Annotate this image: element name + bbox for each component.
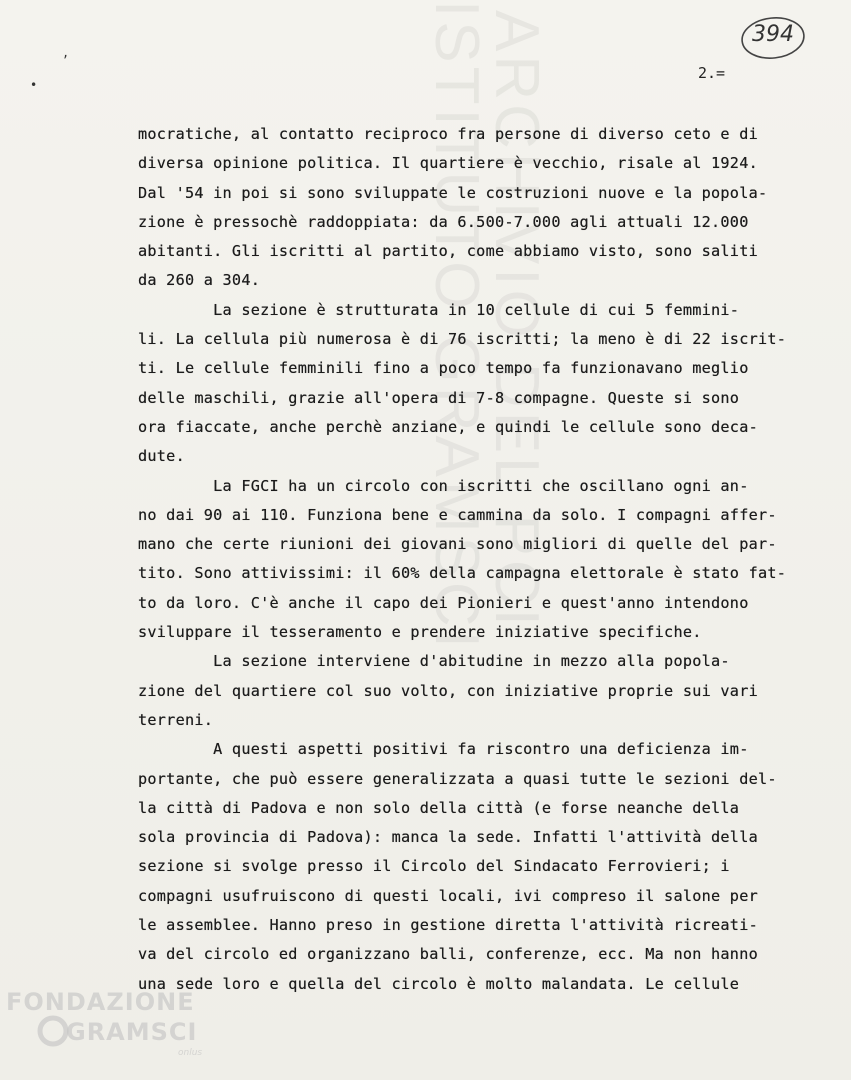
page-number: 2.= [698, 64, 726, 82]
bleed-through-stamp: ISTITUTO GRAMSCI ARCHIVIO DEL PCI [422, 0, 551, 652]
text-line: sezione si svolge presso il Circolo del Sindacato Ferrovieri; i [138, 857, 730, 876]
text-line: sviluppare il tesseramento e prendere iniziative specifiche. [138, 623, 702, 642]
text-line: La sezione interviene d'abitudine in mezzo alla popola- [138, 652, 730, 671]
ink-speck: • [30, 78, 38, 92]
text-line: li. La cellula più numerosa è di 76 iscritti; la meno è di 22 iscrit- [138, 330, 787, 349]
text-line: compagni usufruiscono di questi locali, ivi compreso il salone per [138, 886, 758, 905]
text-line: tito. Sono attivissimi: il 60% della campagna elettorale è stato fat- [138, 564, 787, 583]
text-line: mocratiche, al contatto reciproco fra persone di diverso ceto e di [138, 125, 758, 143]
gramsci-g-logo-icon [36, 1014, 70, 1048]
text-line: una sede loro e quella del circolo è molto malandata. Le cellule [138, 974, 740, 993]
watermark-line-3: onlus [178, 1048, 203, 1058]
archive-number: 394 [752, 22, 794, 47]
text-line: portante, che può essere generalizzata a quasi tutte le sezioni del- [138, 769, 777, 788]
text-line: La sezione è strutturata in 10 cellule di cui 5 femmini- [138, 300, 740, 319]
text-line: to da loro. C'è anche il capo dei Pionieri e quest'anno intendono [138, 593, 749, 612]
watermark-line-2: GRAMSCI [66, 1018, 198, 1046]
typed-body-text [138, 120, 838, 999]
text-line: Dal '54 in poi si sono sviluppate le costruzioni nuove e la popola- [138, 183, 768, 202]
text-line: diversa opinione politica. Il quartiere è vecchio, risale al 1924. [138, 154, 758, 173]
text-line: ora fiaccate, anche perchè anziane, e quindi le cellule sono deca- [138, 417, 758, 436]
text-line: dute. [138, 447, 185, 466]
text-line: va del circolo ed organizzano balli, conferenze, ecc. Ma non hanno [138, 945, 758, 964]
watermark-line-1: FONDAZIONE [6, 988, 195, 1016]
text-line: sola provincia di Padova): manca la sede. Infatti l'attività della [138, 828, 758, 847]
text-line: delle maschili, grazie all'opera di 7-8 compagne. Queste si sono [138, 388, 740, 407]
ink-speck: , [62, 46, 70, 60]
archive-number-stamp [740, 14, 806, 62]
text-line: no dai 90 ai 110. Funziona bene e cammina da solo. I compagni affer- [138, 505, 777, 524]
text-line: abitanti. Gli iscritti al partito, come abbiamo visto, sono saliti [138, 242, 758, 261]
text-line: da 260 a 304. [138, 271, 261, 290]
text-line: le assemblee. Hanno preso in gestione diretta l'attività ricreati- [138, 916, 758, 935]
text-line: La FGCI ha un circolo con iscritti che oscillano ogni an- [138, 476, 749, 495]
text-line: zione è pressochè raddoppiata: da 6.500-7.000 agli attuali 12.000 [138, 212, 749, 231]
text-line: la città di Padova e non solo della città (e forse neanche della [138, 798, 740, 817]
text-line: terreni. [138, 710, 214, 729]
text-line: mano che certe riunioni dei giovani sono migliori di quelle del par- [138, 535, 777, 554]
text-line: A questi aspetti positivi fa riscontro una deficienza im- [138, 740, 749, 759]
fondazione-gramsci-watermark [6, 988, 236, 1068]
text-line: ti. Le cellule femminili fino a poco tempo fa funzionavano meglio [138, 359, 749, 378]
text-line: zione del quartiere col suo volto, con iniziative proprie sui vari [138, 681, 758, 700]
